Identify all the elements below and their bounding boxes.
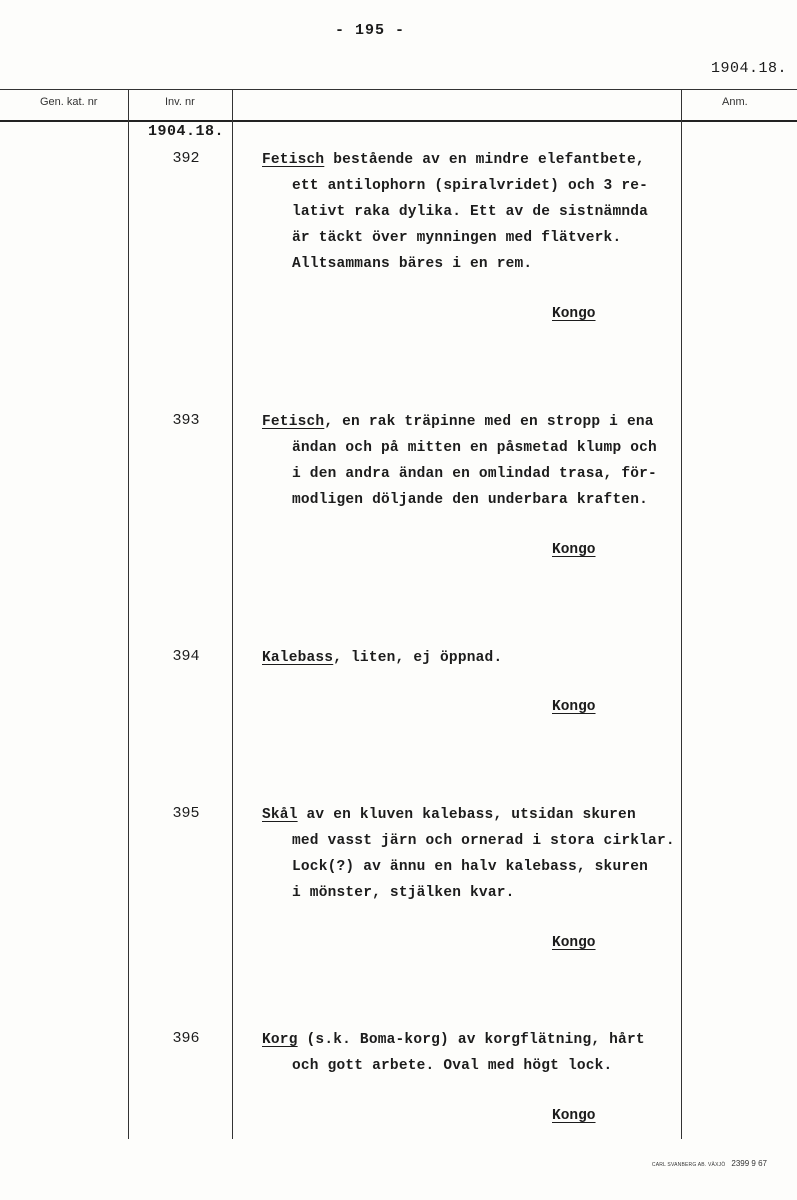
col-header-gen-kat-nr: Gen. kat. nr [40,96,98,108]
entry-396: Korg (s.k. Boma-korg) av korgflätning, hårt och gott arbete. Oval med högt lock. [262,1032,645,1074]
entry-392: Fetisch bestående av en mindre elefantbete, ett antilophorn (spiralvridet) och 3 re- lativt raka dylika. Ett av de sistnämnda är täckt över mynningen med flätverk. Alltsammans bäres i en rem. [262,152,649,272]
entry-title: Kalebass [262,650,334,666]
column-divider-1 [128,89,129,1139]
entry-394: Kalebass, liten, ej öppnad. [262,650,503,666]
entry-393: Fetisch, en rak träpinne med en stropp i ena ändan och på mitten en påsmetad klump och i den andra ändan en omlindad trasa, för- modligen döljande den underbara kraften. [262,414,657,508]
column-divider-2 [232,89,233,1139]
col-header-inv-nr: Inv. nr [165,96,195,108]
place-394: Kongo [552,699,596,715]
printer-imprint: CARL SVANBERG AB. VÄXJÖ 2399 9 67 [651,1159,767,1168]
entry-title: Fetisch [262,414,325,430]
col-header-anm: Anm. [722,96,748,108]
inv-number-395: 395 [172,805,200,822]
entry-395: Skål av en kluven kalebass, utsidan skuren med vasst järn och ornerad i stora cirklar. Lock(?) av ännu en halv kalebass, skuren i mönster, stjälken kvar. [262,807,675,901]
inv-number-392: 392 [172,150,200,167]
table-header [0,89,797,122]
page-number: - 195 - [334,22,405,39]
place-392: Kongo [552,306,596,322]
entry-title: Korg [262,1032,298,1048]
place-395: Kongo [552,935,596,951]
header-reference: 1904.18. [710,60,787,77]
place-396: Kongo [552,1108,596,1124]
inv-number-393: 393 [172,412,200,429]
entry-title: Skål [262,807,298,823]
inv-number-396: 396 [172,1030,200,1047]
place-393: Kongo [552,542,596,558]
inv-number-394: 394 [172,648,200,665]
inv-year: 1904.18. [147,123,224,140]
entry-title: Fetisch [262,152,325,168]
